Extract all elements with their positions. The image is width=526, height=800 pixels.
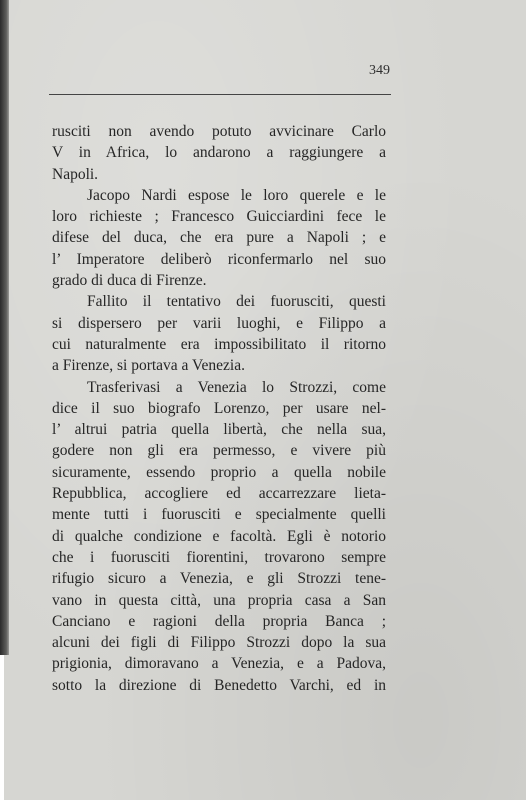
text-line: V in Africa, lo andarono a raggiungere a	[52, 144, 386, 162]
scan-margin	[0, 655, 4, 800]
text-line: a Firenze, si portava a Venezia.	[52, 357, 245, 375]
text-line: prigionia, dimoravano a Venezia, e a Padova,	[52, 655, 386, 673]
text-line: cui naturalmente era impossibilitato il ritorno	[52, 335, 386, 353]
text-line: Repubblica, accogliere ed accarrezzare lieta-	[52, 485, 386, 503]
header-rule	[49, 94, 391, 95]
text-line: sotto la direzione di Benedetto Varchi, ed in	[52, 676, 386, 694]
page-number: 349	[369, 63, 390, 78]
text-line: mente tutti i fuorusciti e specialmente quelli	[52, 506, 386, 524]
text-line: di qualche condizione e facoltà. Egli è notorio	[52, 527, 386, 545]
text-line: l’ Imperatore deliberò riconfermarlo nel suo	[52, 250, 386, 268]
text-line: sicuramente, essendo proprio a quella nobile	[52, 463, 386, 481]
text-line: che i fuorusciti fiorentini, trovarono sempre	[52, 548, 386, 566]
text-line: l’ altrui patria quella libertà, che nella sua,	[52, 421, 386, 439]
paragraph-start-line: Trasferivasi a Venezia lo Strozzi, come	[87, 378, 386, 396]
text-line: difese del duca, che era pure a Napoli ; e	[52, 229, 386, 247]
text-line: Napoli.	[52, 165, 99, 183]
text-line: alcuni dei figli di Filippo Strozzi dopo la sua	[52, 634, 386, 652]
text-line: Canciano e ragioni della propria Banca ;	[52, 612, 386, 630]
text-line: grado di duca di Firenze.	[52, 272, 207, 290]
text-line: si dispersero per varii luoghi, e Filippo a	[52, 314, 386, 332]
text-line: vano in questa città, una propria casa a San	[52, 591, 386, 609]
text-line: godere non gli era permesso, e vivere più	[52, 442, 386, 460]
text-line: dice il suo biografo Lorenzo, per usare nel-	[52, 399, 386, 417]
text-line: loro richieste ; Francesco Guicciardini fece le	[52, 208, 386, 226]
paragraph-start-line: Jacopo Nardi espose le loro querele e le	[87, 186, 386, 204]
page-binding-shadow	[0, 0, 9, 655]
paragraph-start-line: Fallito il tentativo dei fuorusciti, questi	[87, 293, 386, 311]
text-line: rifugio sicuro a Venezia, e gli Strozzi tene-	[52, 570, 386, 588]
text-line: rusciti non avendo potuto avvicinare Carlo	[52, 123, 386, 140]
body-text	[52, 121, 386, 696]
